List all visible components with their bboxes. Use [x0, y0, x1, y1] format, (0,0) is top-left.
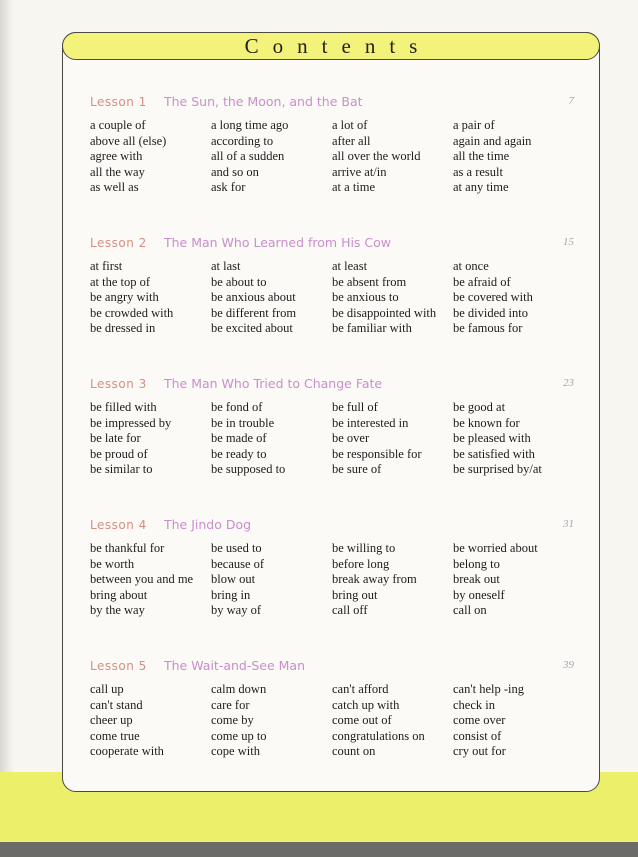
phrase-item: cheer up	[90, 713, 133, 727]
phrase-grid	[90, 400, 580, 480]
phrase-item: at any time	[453, 180, 509, 194]
phrase-item: bring in	[211, 587, 251, 602]
lesson-title: The Jindo Dog	[164, 517, 252, 532]
phrase-grid	[90, 259, 580, 339]
phrase-item: at a time	[332, 180, 376, 194]
phrase-item: call off	[332, 603, 368, 617]
phrase-item: be anxious to	[332, 290, 399, 304]
phrase-item: come by	[211, 713, 254, 727]
phrase-item: be different from	[211, 305, 297, 320]
phrase-item: be good at	[453, 400, 506, 414]
phrase-item: can't afford	[332, 682, 389, 696]
lesson-label: Lesson 4	[90, 518, 147, 532]
phrase-item: come up to	[211, 728, 267, 743]
phrase-item: cry out for	[453, 744, 506, 758]
phrase-item: count on	[332, 744, 376, 758]
bottom-page-edge	[0, 842, 638, 857]
phrase-item: call on	[453, 603, 487, 617]
lesson-page-number: 39	[563, 659, 574, 671]
phrase-item: by the way	[90, 603, 145, 617]
phrase-item: be angry with	[90, 290, 159, 304]
phrase-item: between you and me	[90, 572, 194, 586]
lesson-title: The Man Who Learned from His Cow	[164, 235, 392, 250]
phrase-item: all the time	[453, 149, 510, 163]
phrase-item: be familiar with	[332, 321, 412, 335]
binding-spine	[0, 0, 14, 857]
lesson-label: Lesson 2	[90, 236, 147, 250]
title-bar	[62, 32, 600, 60]
phrase-item: be dressed in	[90, 321, 156, 335]
phrase-item: break out	[453, 572, 500, 586]
phrase-item: be made of	[211, 431, 267, 445]
phrase-item: be in trouble	[211, 415, 275, 430]
phrase-grid	[90, 541, 580, 621]
page-title: Contents	[244, 33, 432, 58]
lesson-header	[90, 518, 584, 536]
phrase-item: be full of	[332, 400, 378, 414]
phrase-item: consist of	[453, 728, 502, 743]
phrase-item: be worth	[90, 556, 135, 571]
phrase-item: be fond of	[211, 400, 263, 414]
phrase-item: be afraid of	[453, 274, 511, 289]
phrase-item: be covered with	[453, 290, 533, 304]
phrase-item: be worried about	[453, 541, 538, 555]
phrase-item: be surprised by/at	[453, 462, 542, 476]
phrase-item: be interested in	[332, 415, 409, 430]
phrase-item: be sure of	[332, 462, 382, 476]
phrase-item: be used to	[211, 541, 262, 555]
phrase-item: come over	[453, 713, 506, 727]
phrase-item: cope with	[211, 744, 260, 758]
phrase-item: again and again	[453, 133, 532, 148]
phrase-item: be responsible for	[332, 446, 422, 461]
phrase-item: as a result	[453, 164, 503, 179]
lesson-page-number: 15	[563, 236, 574, 248]
phrase-item: be late for	[90, 431, 141, 445]
lesson-page-number: 23	[563, 377, 574, 389]
phrase-item: be filled with	[90, 400, 157, 414]
phrase-item: check in	[453, 697, 495, 712]
phrase-item: be proud of	[90, 446, 148, 461]
phrase-item: a pair of	[453, 118, 495, 132]
phrase-item: a couple of	[90, 118, 146, 132]
phrase-item: be famous for	[453, 321, 523, 335]
lesson-title: The Man Who Tried to Change Fate	[164, 376, 383, 391]
phrase-item: calm down	[211, 682, 267, 696]
phrase-item: and so on	[211, 164, 259, 179]
lesson-label: Lesson 1	[90, 95, 147, 109]
phrase-item: be willing to	[332, 541, 396, 555]
phrase-item: catch up with	[332, 697, 400, 712]
phrase-item: belong to	[453, 556, 500, 571]
phrase-item: all of a sudden	[211, 149, 285, 163]
phrase-item: at first	[90, 259, 123, 273]
phrase-item: be crowded with	[90, 305, 174, 320]
phrase-item: all over the world	[332, 149, 421, 163]
phrase-item: at least	[332, 259, 368, 273]
phrase-item: by way of	[211, 603, 261, 617]
phrase-item: can't stand	[90, 697, 143, 712]
phrase-item: come true	[90, 728, 140, 743]
phrase-item: agree with	[90, 149, 143, 163]
phrase-item: by oneself	[453, 587, 505, 602]
phrase-item: at the top of	[90, 274, 151, 289]
phrase-grid	[90, 118, 580, 198]
phrase-item: a long time ago	[211, 118, 289, 132]
phrase-item: be similar to	[90, 462, 153, 476]
phrase-item: be disappointed with	[332, 305, 437, 320]
phrase-item: break away from	[332, 572, 417, 586]
phrase-item: be satisfied with	[453, 446, 535, 461]
lesson-label: Lesson 5	[90, 659, 147, 673]
phrase-item: blow out	[211, 572, 256, 586]
phrase-item: come out of	[332, 713, 392, 727]
phrase-item: care for	[211, 697, 250, 712]
phrase-item: because of	[211, 556, 265, 571]
lesson-label: Lesson 3	[90, 377, 147, 391]
phrase-item: after all	[332, 133, 371, 148]
phrase-item: be about to	[211, 274, 267, 289]
phrase-item: a lot of	[332, 118, 368, 132]
phrase-item: at once	[453, 259, 489, 273]
phrase-grid	[90, 682, 580, 762]
lesson-title: The Wait-and-See Man	[164, 658, 306, 673]
phrase-item: be over	[332, 431, 370, 445]
lesson-title: The Sun, the Moon, and the Bat	[164, 94, 363, 109]
phrase-item: congratulations on	[332, 728, 425, 743]
phrase-item: according to	[211, 133, 274, 148]
phrase-item: call up	[90, 682, 124, 696]
lesson-header	[90, 659, 584, 677]
phrase-item: cooperate with	[90, 744, 164, 758]
lesson-page-number: 7	[568, 95, 574, 107]
phrase-item: be supposed to	[211, 462, 286, 476]
phrase-item: be thankful for	[90, 541, 165, 555]
phrase-item: arrive at/in	[332, 164, 387, 179]
phrase-item: be absent from	[332, 274, 407, 289]
phrase-item: all the way	[90, 164, 145, 179]
phrase-item: can't help -ing	[453, 682, 524, 696]
phrase-item: above all (else)	[90, 133, 167, 148]
phrase-item: as well as	[90, 180, 139, 194]
phrase-item: at last	[211, 259, 241, 273]
phrase-item: bring about	[90, 587, 148, 602]
phrase-item: ask for	[211, 180, 246, 194]
phrase-item: be known for	[453, 415, 520, 430]
phrase-item: be anxious about	[211, 290, 296, 304]
phrase-item: be ready to	[211, 446, 267, 461]
lesson-header	[90, 95, 584, 113]
phrase-item: be impressed by	[90, 415, 172, 430]
phrase-item: be excited about	[211, 321, 293, 335]
phrase-item: bring out	[332, 587, 378, 602]
phrase-item: be pleased with	[453, 431, 531, 445]
lesson-page-number: 31	[563, 518, 574, 530]
lesson-header	[90, 236, 584, 254]
phrase-item: before long	[332, 556, 390, 571]
phrase-item: be divided into	[453, 305, 528, 320]
lesson-header	[90, 377, 584, 395]
